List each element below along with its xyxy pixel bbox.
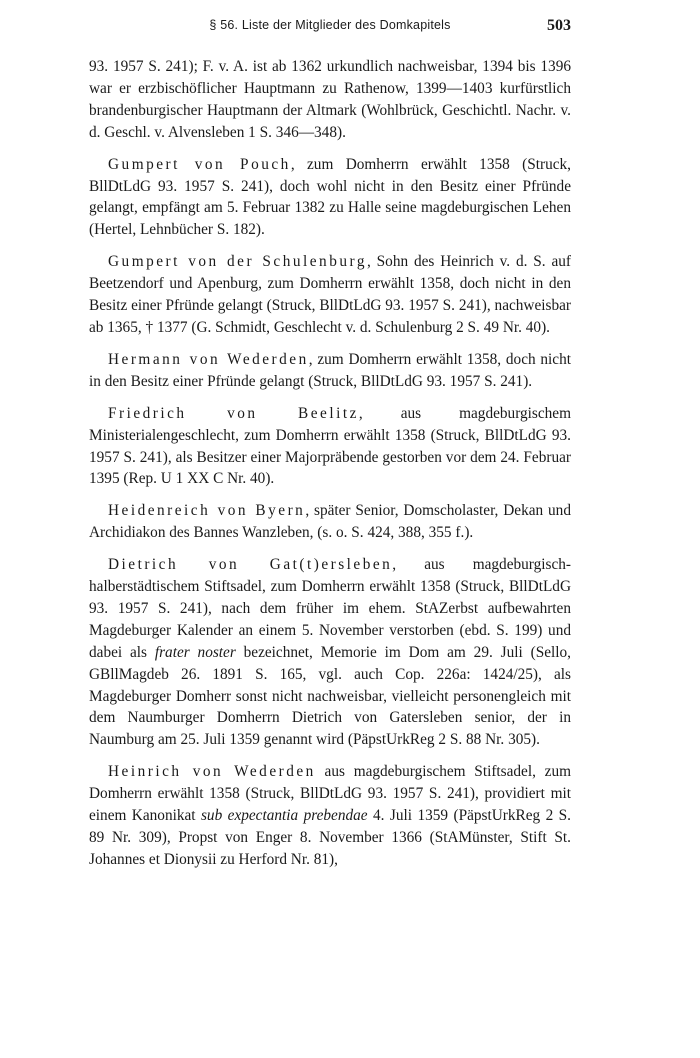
entry-heinrich-von-wederden	[89, 761, 571, 871]
latin-phrase: sub expectantia prebendae	[200, 807, 368, 825]
running-title: § 56. Liste der Mitglieder des Domkapitels	[209, 18, 451, 32]
page-number: 503	[547, 17, 571, 34]
page-body	[89, 56, 571, 871]
entry-text: , Sohn des Heinrich v. d. S. auf Beetzendorf und Apenburg, zum Domherrn erwählt 1358, doch nicht in den Besitz einer Pfründe gelangt (Struck, BllDtLdG 93. 1957 S. 241), nachweisbar ab 1365, † 1377 (G. Schmidt, Geschlecht v. d. Schulenburg 2 S. 49 Nr. 40).	[89, 253, 571, 336]
entry-text: aus magdeburgischem Stiftsadel, zum Domherrn erwählt 1358 (Struck, BllDtLdG 93. 1957 S. 241), providiert mit einem Kanonikat	[89, 763, 571, 825]
entry-name: Heinrich von Wederden	[108, 763, 316, 781]
entry-gumpert-von-pouch	[89, 154, 571, 242]
entry-dietrich-von-gattersleben	[89, 554, 571, 751]
entry-gumpert-von-der-schulenburg	[89, 251, 571, 339]
entry-name: Dietrich von Gat(t)ersleben	[108, 556, 393, 574]
running-header	[89, 18, 571, 42]
entry-text: 4. Juli 1359 (PäpstUrkReg 2 S. 89 Nr. 309), Propst von Enger 8. November 1366 (StAMünster, Stift St. Johannes et Dionysii zu Herford Nr. 81),	[89, 807, 572, 868]
entry-heidenreich-von-byern	[89, 500, 571, 544]
entry-friedrich-von-beelitz	[89, 403, 571, 491]
entry-text: , aus magdeburgischem Ministerialengeschlecht, zum Domherrn erwählt 1358 (Struck, BllDtLdG 93. 1957 S. 241), als Besitzer einer Majorpräbende gestorben vor dem 24. Februar 1395 (Rep. U 1 XX C Nr. 40).	[89, 404, 571, 488]
entry-text: , aus magdeburgisch-halberstädtischem Stiftsadel, zum Domherrn erwählt 1358 (Struck, BllDtLdG 93. 1957 S. 241), nach dem früher im ehem. StAZerbst aufbewahrten Magdeburger Kalender an einem 5. November verstorben (ebd. S. 199) und dabei als	[89, 556, 571, 661]
entry-text: bezeichnet, Memorie im Dom am 29. Juli (Sello, GBllMagdeb 26. 1891 S. 165, vgl. auch Cop. 226a: 1424/25), als Magdeburger Domherr sonst nicht nachweisbar, vielleicht personengleich mit dem Naumburger Domherrn Dietrich von Gatersleben senior, der in Naumburg am 25. Juli 1359 genannt wird (PäpstUrkReg 2 S. 88 Nr. 305).	[89, 643, 571, 749]
entry-name: Gumpert von Pouch	[108, 155, 291, 173]
entry-name: Hermann von Wederden	[108, 350, 309, 368]
entry-name: Heidenreich von Byern	[108, 502, 306, 520]
entry-text: , zum Domherrn erwählt 1358 (Struck, BllDtLdG 93. 1957 S. 241), doch wohl nicht in den Besitz einer Pfründe gelangt, empfängt am 5. Februar 1382 zu Halle seine magdeburgischen Lehen (Hertel, Lehnbücher S. 182).	[89, 155, 572, 239]
entry-name: Gumpert von der Schulenburg	[108, 253, 367, 271]
paragraph-continuation	[89, 56, 571, 144]
latin-phrase: frater noster	[154, 643, 236, 661]
entry-text: , später Senior, Domscholaster, Dekan und Archidiakon des Bannes Wanzleben, (s. o. S. 424, 388, 355 f.).	[89, 502, 571, 542]
entry-text: , zum Domherrn erwählt 1358, doch nicht in den Besitz einer Pfründe gelangt (Struck, BllDtLdG 93. 1957 S. 241).	[89, 350, 571, 390]
entry-hermann-von-wederden	[89, 349, 571, 393]
entry-name: Friedrich von Beelitz	[108, 404, 359, 422]
entry-text: 93. 1957 S. 241); F. v. A. ist ab 1362 urkundlich nachweisbar, 1394 bis 1396 war er erzbischöflicher Hauptmann zu Rathenow, 1399—1403 kurfürstlich brandenburgischer Hauptmann der Altmark (Wohlbrück, Geschichtl. Nachr. v. d. Geschl. v. Alvensleben 1 S. 346—348).	[89, 58, 571, 141]
